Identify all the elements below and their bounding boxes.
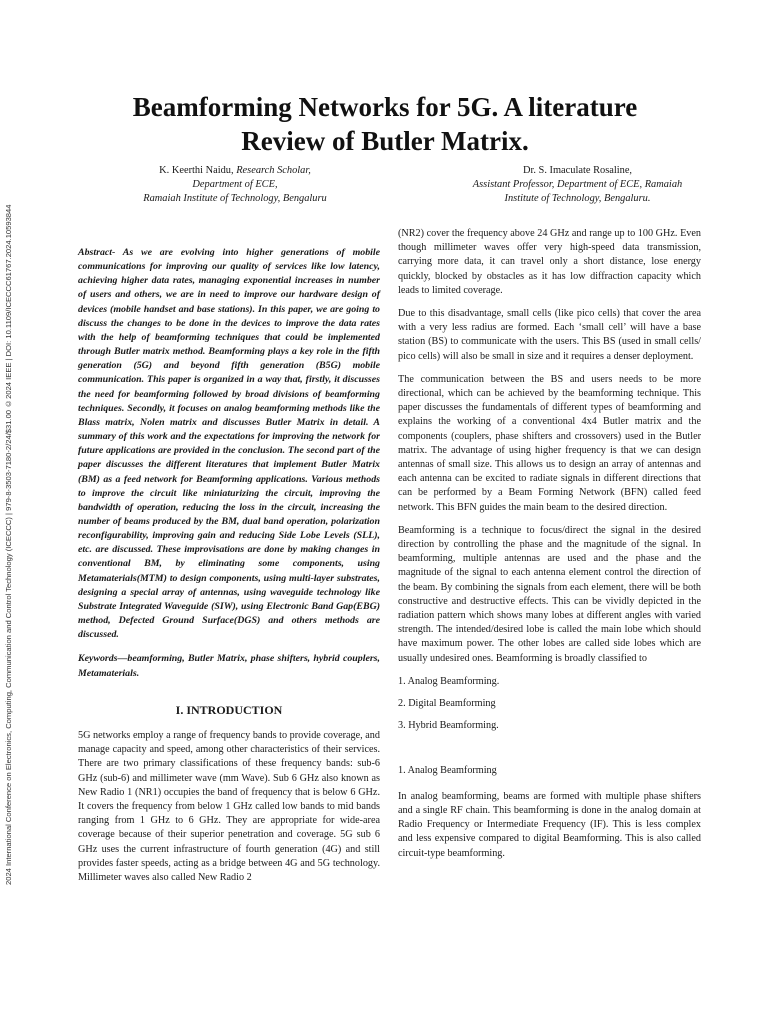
author-name: Dr. S. Imaculate Rosaline, <box>522 165 633 176</box>
paper-title <box>40 90 730 158</box>
body-paragraph: The communication between the BS and users needs to be more directional, which can be achieved by the beamforming technique. This paper discusses the fundamentals of different types of beamforming and explains the working of a conventional 4x4 Butler matrix and the components (couplers, phase shifters and crossovers) used in the Butler matrix. The advantage of using higher frequency is that we can design antennas of small size. This allows us to design an array of antennas and each antenna can be excited to radiate signals in different directions that can be performed by a Beam Forming Network (BFN) called feed network. This BFN guides the main beam to the desired direction. <box>398 373 701 513</box>
title-line-1: Beamforming Networks for 5G. A literature <box>132 92 638 122</box>
author-institution: Institute of Technology, Bengaluru. <box>504 193 651 204</box>
section-heading-introduction: I. INTRODUCTION <box>175 702 283 717</box>
author-institution: Ramaiah Institute of Technology, Bengaluru <box>143 193 327 204</box>
author-department: Department of ECE, <box>192 179 278 190</box>
list-item: 3. Hybrid Beamforming. <box>398 720 499 732</box>
intro-paragraph: 5G networks employ a range of frequency bands to provide coverage, and manage capacity and speed, among other characteristics of their services. There are two primary classifications of these frequency bands: sub-6 GHz (sub-6) and millimeter wave (mm Wave). Sub 6 GHz also known as New Radio 1 (NR1) occupies the band of frequency that is below 6 GHz. It covers the frequency from below 1 GHz called low bands to mid bands ranging from 1 GHz to 6 GHz. They are appropriate for wide-area coverage because of their superior penetration and coverage. 5G sub 6 GHz uses the current infrastructure of fourth generation (4G) and still provides faster speeds, acting as a bridge between 4G and 5G technology. Millimeter waves also called New Radio 2 <box>78 729 380 884</box>
list-item: 1. Analog Beamforming. <box>398 675 500 687</box>
author-name: K. Keerthi Naidu, <box>159 165 234 176</box>
author-block-2 <box>440 164 715 206</box>
subsection-heading-analog-beamforming: 1. Analog Beamforming <box>398 764 497 776</box>
author-block-1 <box>110 164 360 206</box>
title-line-2: Review of Butler Matrix. <box>241 126 529 156</box>
body-paragraph: Due to this disadvantage, small cells (like pico cells) that cover the area with a very less radius are formed. Each ‘small cell’ will have a base station (BS) to communicate with the users. This BS (used in small cells/ pico cells) will also be small in size and it requires a denser deployment. <box>398 308 701 362</box>
spacer <box>398 742 701 764</box>
body-paragraph: Beamforming is a technique to focus/direct the signal in the desired direction by controlling the phase and the magnitude of the signal. In beamforming, multiple antennas are used and the phase and the magnitude of the signal to each antenna element control the direction of the beam. By combining the signals from each element, there will be both constructive and destructive effects. This can be vividly depicted in the radiation pattern which shows many lobes at different angles with varied strength. The intended/desired lobe is called the main lobe which should have maximum power. The other lobes are called side lobes which are usually undesired ones. Beamforming is broadly classified to <box>398 524 701 664</box>
body-paragraph: In analog beamforming, beams are formed with multiple phase shifters and a single RF chain. This beamforming is done in the analog domain at Radio Frequency or Intermediate Frequency (IF). This is less complex and less expensive compared to digital Beamforming. This is also called circuit-type beamforming. <box>398 790 701 859</box>
list-item: 2. Digital Beamforming <box>398 698 496 710</box>
author-role: Assistant Professor, Department of ECE, Ramaiah <box>472 179 683 190</box>
abstract: Abstract- As we are evolving into higher generations of mobile communications for improving our quality of services like low latency, achieving higher data rates, managing exponential increases in number of users and others, we are in need to improve our hardware design of devices (mobile handset and base stations). In this paper, we are going to discuss the changes to be done in the devices to improve the data rates with the help of beamforming techniques that could be implemented through Butler matrix method. Beamforming plays a key role in the fifth generation (5G) and beyond fifth generation (B5G) mobile communication. This paper is organized in a way that, firstly, it discusses the need for beamforming followed by broad divisions of beamforming techniques. Secondly, it focuses on analog beamforming methods like the Blass matrix, Nolen matrix and discusses Butler Matrix in detail. A summary of this work and the expectations for improving the network for future applications are provided in the conclusion. The second part of the paper discusses the different literatures that implement Butler Matrix (BM) as a feed network for Beamforming applications. Various methods to improve the circuit like miniaturizing the circuit, improving the bandwidth of operation, reducing the loss in the circuit, increasing the number of beams produced by the BM, dual band operation, polarization reconfigurability, improving gain and reducing Side Lobe Levels (SLL), etc. are discussed. These improvisations are done by making changes in conventional BM, by eliminating some components, using Metamaterials(MTM) to design components, using multi-layer substrates, designing a special array of antennas, using waveguide technology like Substrate Integrated Waveguide (SIW), using Electronic Band Gap(EBG) method, Defected Ground Surface(DGS) and others methods are discussed. <box>78 247 380 641</box>
conference-citation-sidebar: 2024 International Conference on Electronics, Computing, Communication and Control Technology (ICECCC) | 979-8-3503-7180-2/24/$31.00 ©2024 IEEE | DOI: 10.1109/ICECCC61767.2024.10593844 <box>4 204 13 886</box>
keywords: Keywords—beamforming, Butler Matrix, phase shifters, hybrid couplers, Metamaterials. <box>78 653 380 679</box>
body-paragraph: (NR2) cover the frequency above 24 GHz and range up to 100 GHz. Even though millimeter waves offer very high-speed data transmission, carrying more data, it can travel only a short distance, lose energy quickly, blocked by obstacles as it has low diffraction capacity which leads to limited coverage. <box>398 228 701 296</box>
right-column <box>398 227 701 870</box>
left-column <box>78 246 380 894</box>
author-role: Research Scholar, <box>236 165 311 176</box>
